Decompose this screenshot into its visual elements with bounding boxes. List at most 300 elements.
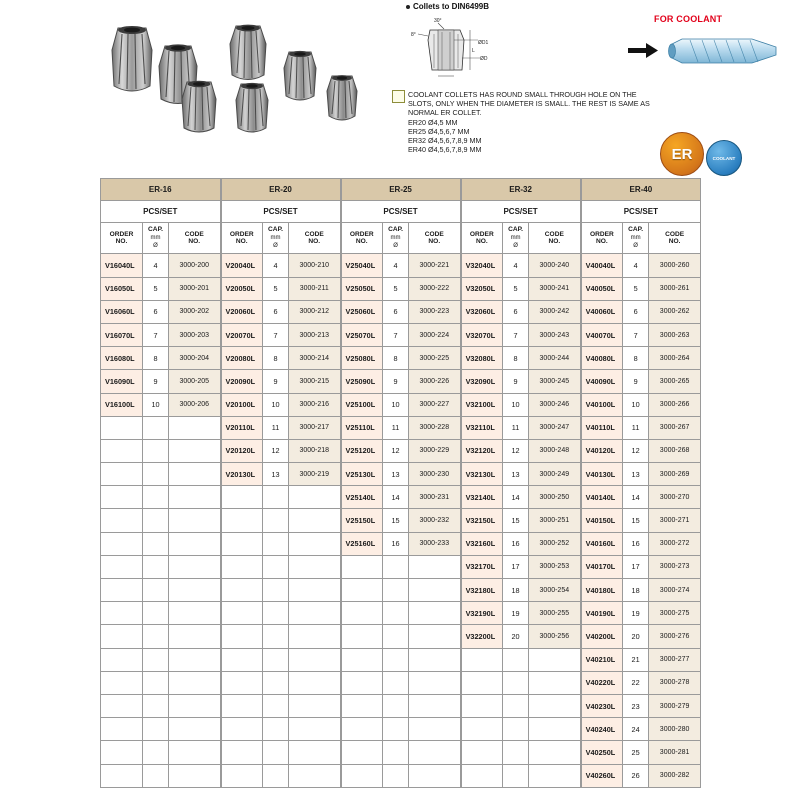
cell-order-no: V40080L — [581, 347, 623, 370]
cell-code-no: 3000-282 — [649, 764, 701, 787]
cell-cap: 19 — [503, 602, 529, 625]
cell-order-no: V32130L — [461, 463, 503, 486]
cell-order-no: V20080L — [221, 347, 263, 370]
cell-order-no: V32200L — [461, 625, 503, 648]
cell-code-no — [289, 648, 341, 671]
cell-code-no: 3000-265 — [649, 370, 701, 393]
cell-code-no: 3000-263 — [649, 323, 701, 346]
cell-cap: 10 — [503, 393, 529, 416]
cell-order-no — [221, 694, 263, 717]
cell-code-no: 3000-230 — [409, 463, 461, 486]
cell-order-no: V32040L — [461, 254, 503, 277]
cell-cap: 17 — [623, 555, 649, 578]
group-header-row — [101, 179, 701, 201]
cell-cap — [263, 718, 289, 741]
cell-code-no — [169, 463, 221, 486]
cell-cap — [383, 555, 409, 578]
cell-order-no — [341, 648, 383, 671]
group-header-er-25: ER-25 — [341, 179, 461, 201]
cell-code-no: 3000-247 — [529, 416, 581, 439]
cell-order-no: V32080L — [461, 347, 503, 370]
cell-code-no: 3000-212 — [289, 300, 341, 323]
cell-cap — [263, 579, 289, 602]
cell-order-no: V40240L — [581, 718, 623, 741]
cell-cap: 18 — [623, 579, 649, 602]
cell-code-no: 3000-216 — [289, 393, 341, 416]
cell-code-no: 3000-217 — [289, 416, 341, 439]
cell-cap: 14 — [623, 486, 649, 509]
cell-code-no — [169, 532, 221, 555]
cell-order-no — [341, 555, 383, 578]
cell-code-no — [169, 625, 221, 648]
cell-order-no: V40040L — [581, 254, 623, 277]
collet-photo — [278, 48, 322, 104]
collet-section-drawing — [408, 14, 503, 82]
cell-order-no — [101, 625, 143, 648]
cell-code-no: 3000-253 — [529, 555, 581, 578]
svg-text:L: L — [472, 48, 475, 54]
cell-code-no — [289, 694, 341, 717]
cell-cap: 10 — [263, 393, 289, 416]
pcs-set-label: PCS/SET — [341, 201, 461, 223]
cell-order-no: V40150L — [581, 509, 623, 532]
table-row — [101, 416, 701, 439]
cell-cap: 4 — [383, 254, 409, 277]
cell-code-no — [169, 486, 221, 509]
cell-order-no: V40090L — [581, 370, 623, 393]
collet-specification-table — [100, 178, 700, 788]
cell-code-no: 3000-274 — [649, 579, 701, 602]
pcs-set-row — [101, 201, 701, 223]
cell-order-no — [461, 741, 503, 764]
header-cap: CAP. mm Ø — [143, 223, 169, 254]
cell-cap: 19 — [623, 602, 649, 625]
cell-code-no — [289, 741, 341, 764]
cell-order-no: V40050L — [581, 277, 623, 300]
cell-cap — [383, 625, 409, 648]
cell-cap: 9 — [503, 370, 529, 393]
cell-cap: 5 — [143, 277, 169, 300]
cell-code-no: 3000-244 — [529, 347, 581, 370]
table-row — [101, 347, 701, 370]
er-badge: ER — [660, 132, 704, 176]
cell-code-no — [289, 718, 341, 741]
cell-order-no: V25140L — [341, 486, 383, 509]
header-order-no: ORDER NO. — [461, 223, 503, 254]
header-cap: CAP. mm Ø — [383, 223, 409, 254]
cell-code-no: 3000-254 — [529, 579, 581, 602]
group-header-er-32: ER-32 — [461, 179, 581, 201]
pcs-set-label: PCS/SET — [461, 201, 581, 223]
cell-order-no: V40110L — [581, 416, 623, 439]
cell-code-no: 3000-243 — [529, 323, 581, 346]
cell-code-no — [409, 671, 461, 694]
spec-line: ER20 Ø4,5 MM — [408, 117, 458, 127]
table-row — [101, 532, 701, 555]
cell-cap: 16 — [383, 532, 409, 555]
cell-order-no — [221, 718, 263, 741]
cell-order-no: V16080L — [101, 347, 143, 370]
group-header-er-20: ER-20 — [221, 179, 341, 201]
cell-order-no — [461, 671, 503, 694]
cell-order-no: V40210L — [581, 648, 623, 671]
cell-order-no: V40220L — [581, 671, 623, 694]
cell-order-no: V25040L — [341, 254, 383, 277]
legend-swatch — [392, 90, 405, 103]
cell-order-no: V25060L — [341, 300, 383, 323]
group-header-er-40: ER-40 — [581, 179, 701, 201]
cell-code-no: 3000-261 — [649, 277, 701, 300]
cell-order-no — [341, 718, 383, 741]
cell-code-no — [169, 718, 221, 741]
cell-cap — [143, 463, 169, 486]
cell-cap — [263, 694, 289, 717]
cell-cap — [263, 625, 289, 648]
cell-code-no — [409, 764, 461, 787]
cell-cap: 10 — [143, 393, 169, 416]
header-order-no: ORDER NO. — [341, 223, 383, 254]
cell-code-no — [169, 602, 221, 625]
cell-order-no: V20050L — [221, 277, 263, 300]
cell-code-no — [289, 602, 341, 625]
cell-order-no: V16100L — [101, 393, 143, 416]
table-row — [101, 277, 701, 300]
cell-cap — [383, 694, 409, 717]
cell-cap: 11 — [503, 416, 529, 439]
cell-cap: 12 — [503, 439, 529, 462]
header-cap: CAP. mm Ø — [623, 223, 649, 254]
cell-cap — [383, 741, 409, 764]
spec-line: ER32 Ø4,5,6,7,8,9 MM — [408, 136, 482, 146]
cell-cap: 12 — [263, 439, 289, 462]
cell-order-no: V25070L — [341, 323, 383, 346]
table-row — [101, 671, 701, 694]
cell-cap — [263, 486, 289, 509]
cell-cap: 8 — [503, 347, 529, 370]
cell-cap: 8 — [623, 347, 649, 370]
cell-order-no: V40100L — [581, 393, 623, 416]
cell-cap — [383, 579, 409, 602]
cell-cap: 5 — [623, 277, 649, 300]
table-row — [101, 486, 701, 509]
cell-cap: 6 — [263, 300, 289, 323]
cell-order-no: V40060L — [581, 300, 623, 323]
cell-code-no: 3000-203 — [169, 323, 221, 346]
cell-code-no: 3000-221 — [409, 254, 461, 277]
cell-order-no: V25110L — [341, 416, 383, 439]
cell-order-no — [101, 509, 143, 532]
cell-code-no — [409, 579, 461, 602]
cell-order-no: V40230L — [581, 694, 623, 717]
cell-code-no: 3000-270 — [649, 486, 701, 509]
cell-order-no: V20120L — [221, 439, 263, 462]
cell-cap — [503, 671, 529, 694]
coolant-collet-drawing — [626, 30, 786, 70]
cell-order-no: V40140L — [581, 486, 623, 509]
cell-code-no — [169, 764, 221, 787]
header-code-no: CODE NO. — [529, 223, 581, 254]
cell-cap: 4 — [143, 254, 169, 277]
cell-cap: 22 — [623, 671, 649, 694]
cell-cap — [503, 648, 529, 671]
arrow-icon — [628, 43, 658, 58]
cell-cap: 5 — [383, 277, 409, 300]
cell-order-no: V25160L — [341, 532, 383, 555]
cell-cap — [383, 602, 409, 625]
cell-order-no: V32140L — [461, 486, 503, 509]
spec-line: ER40 Ø4,5,6,7,8,9 MM — [408, 145, 482, 155]
cell-cap: 20 — [503, 625, 529, 648]
collet-photo — [176, 78, 222, 136]
cell-order-no — [341, 671, 383, 694]
cell-cap: 15 — [383, 509, 409, 532]
cell-cap: 5 — [263, 277, 289, 300]
cell-cap — [143, 625, 169, 648]
cell-cap: 9 — [383, 370, 409, 393]
svg-text:ØD1: ØD1 — [478, 40, 489, 46]
cell-code-no — [169, 671, 221, 694]
cell-code-no: 3000-204 — [169, 347, 221, 370]
cell-code-no: 3000-252 — [529, 532, 581, 555]
column-header-row — [101, 223, 701, 254]
cell-order-no: V32160L — [461, 532, 503, 555]
cell-cap — [383, 764, 409, 787]
cell-code-no — [529, 764, 581, 787]
cell-code-no: 3000-229 — [409, 439, 461, 462]
din-standard-label: Collets to DIN6499B — [406, 2, 489, 11]
header-order-no: ORDER NO. — [221, 223, 263, 254]
cell-cap: 4 — [623, 254, 649, 277]
cell-code-no: 3000-202 — [169, 300, 221, 323]
cell-order-no — [341, 602, 383, 625]
cell-cap: 9 — [623, 370, 649, 393]
cell-order-no — [461, 648, 503, 671]
cell-code-no — [409, 718, 461, 741]
cell-code-no: 3000-273 — [649, 555, 701, 578]
cell-code-no: 3000-269 — [649, 463, 701, 486]
cell-code-no — [529, 671, 581, 694]
cell-order-no: V32060L — [461, 300, 503, 323]
cell-order-no: V20070L — [221, 323, 263, 346]
cell-cap — [143, 694, 169, 717]
cell-code-no: 3000-248 — [529, 439, 581, 462]
cell-order-no: V40160L — [581, 532, 623, 555]
collet-photo — [322, 72, 362, 124]
cell-code-no — [289, 579, 341, 602]
cell-order-no — [221, 741, 263, 764]
cell-cap: 12 — [623, 439, 649, 462]
cell-cap: 5 — [503, 277, 529, 300]
svg-text:30°: 30° — [434, 18, 442, 24]
cell-code-no — [169, 509, 221, 532]
group-header-er-16: ER-16 — [101, 179, 221, 201]
spec-line: ER25 Ø4,5,6,7 MM — [408, 126, 470, 136]
table-row — [101, 648, 701, 671]
cell-code-no: 3000-245 — [529, 370, 581, 393]
cell-code-no: 3000-232 — [409, 509, 461, 532]
cell-code-no — [169, 694, 221, 717]
cell-order-no — [461, 718, 503, 741]
cell-cap: 10 — [623, 393, 649, 416]
cell-cap — [143, 741, 169, 764]
cell-code-no — [289, 509, 341, 532]
cell-order-no — [341, 579, 383, 602]
cell-order-no — [461, 694, 503, 717]
cell-order-no: V20130L — [221, 463, 263, 486]
cell-cap: 23 — [623, 694, 649, 717]
cell-order-no — [101, 579, 143, 602]
header-code-no: CODE NO. — [649, 223, 701, 254]
cell-code-no — [529, 648, 581, 671]
cell-code-no: 3000-213 — [289, 323, 341, 346]
cell-code-no: 3000-276 — [649, 625, 701, 648]
cell-cap — [263, 555, 289, 578]
cell-order-no — [101, 764, 143, 787]
pcs-set-label: PCS/SET — [221, 201, 341, 223]
header-order-no: ORDER NO. — [581, 223, 623, 254]
cell-cap — [263, 741, 289, 764]
cell-cap — [263, 602, 289, 625]
cell-code-no: 3000-278 — [649, 671, 701, 694]
cell-order-no: V20040L — [221, 254, 263, 277]
cell-order-no: V25050L — [341, 277, 383, 300]
cell-cap: 6 — [383, 300, 409, 323]
cell-cap: 13 — [623, 463, 649, 486]
header-illustration-area — [0, 0, 800, 178]
cell-cap: 9 — [143, 370, 169, 393]
cell-order-no — [221, 602, 263, 625]
bullet-icon — [406, 5, 410, 9]
cell-cap — [263, 509, 289, 532]
cell-cap — [143, 718, 169, 741]
cell-cap — [263, 671, 289, 694]
cell-code-no: 3000-211 — [289, 277, 341, 300]
cell-code-no: 3000-268 — [649, 439, 701, 462]
cell-order-no: V32070L — [461, 323, 503, 346]
cell-code-no — [409, 602, 461, 625]
cell-code-no — [289, 486, 341, 509]
cell-code-no: 3000-260 — [649, 254, 701, 277]
cell-cap — [383, 671, 409, 694]
cell-cap — [143, 486, 169, 509]
cell-cap: 7 — [263, 323, 289, 346]
cell-code-no — [409, 625, 461, 648]
cell-code-no: 3000-210 — [289, 254, 341, 277]
cell-code-no — [529, 741, 581, 764]
cell-order-no: V25120L — [341, 439, 383, 462]
header-order-no: ORDER NO. — [101, 223, 143, 254]
cell-order-no — [221, 579, 263, 602]
cell-code-no: 3000-251 — [529, 509, 581, 532]
cell-order-no: V16090L — [101, 370, 143, 393]
cell-code-no: 3000-264 — [649, 347, 701, 370]
cell-order-no: V25150L — [341, 509, 383, 532]
cell-cap: 11 — [623, 416, 649, 439]
cell-code-no — [289, 555, 341, 578]
cell-code-no: 3000-231 — [409, 486, 461, 509]
cell-cap: 8 — [143, 347, 169, 370]
cell-code-no — [169, 416, 221, 439]
spec-table — [100, 178, 701, 788]
cell-order-no: V40070L — [581, 323, 623, 346]
cell-cap: 4 — [263, 254, 289, 277]
cell-code-no — [169, 555, 221, 578]
table-row — [101, 602, 701, 625]
cell-cap: 20 — [623, 625, 649, 648]
cell-order-no: V25090L — [341, 370, 383, 393]
cell-order-no: V40180L — [581, 579, 623, 602]
cell-code-no: 3000-242 — [529, 300, 581, 323]
cell-order-no: V25100L — [341, 393, 383, 416]
cell-order-no — [221, 509, 263, 532]
header-code-no: CODE NO. — [409, 223, 461, 254]
cell-code-no — [409, 648, 461, 671]
cell-order-no — [341, 741, 383, 764]
cell-code-no: 3000-250 — [529, 486, 581, 509]
cell-cap: 15 — [623, 509, 649, 532]
cell-cap: 16 — [503, 532, 529, 555]
cell-cap — [263, 764, 289, 787]
cell-code-no — [169, 648, 221, 671]
cell-order-no: V20060L — [221, 300, 263, 323]
cell-code-no: 3000-223 — [409, 300, 461, 323]
collet-photo — [224, 22, 272, 84]
cell-cap: 24 — [623, 718, 649, 741]
cell-order-no: V32050L — [461, 277, 503, 300]
table-row — [101, 625, 701, 648]
cell-order-no — [101, 555, 143, 578]
for-coolant-title: FOR COOLANT — [654, 14, 723, 24]
cell-cap — [143, 439, 169, 462]
cell-code-no: 3000-201 — [169, 277, 221, 300]
header-cap: CAP. mm Ø — [263, 223, 289, 254]
cell-cap: 6 — [143, 300, 169, 323]
table-row — [101, 393, 701, 416]
cell-code-no: 3000-246 — [529, 393, 581, 416]
cell-code-no: 3000-200 — [169, 254, 221, 277]
cell-order-no — [221, 764, 263, 787]
cell-order-no: V40170L — [581, 555, 623, 578]
cell-order-no — [101, 602, 143, 625]
cell-cap — [263, 648, 289, 671]
cell-order-no: V16070L — [101, 323, 143, 346]
cell-code-no: 3000-215 — [289, 370, 341, 393]
cell-cap — [143, 764, 169, 787]
cell-order-no: V32110L — [461, 416, 503, 439]
pcs-set-label: PCS/SET — [581, 201, 701, 223]
cell-code-no: 3000-275 — [649, 602, 701, 625]
table-row — [101, 555, 701, 578]
table-row — [101, 254, 701, 277]
cell-order-no — [461, 764, 503, 787]
cell-code-no — [409, 555, 461, 578]
cell-cap: 16 — [623, 532, 649, 555]
coolant-badge: COOLANT — [706, 140, 742, 176]
cell-code-no: 3000-266 — [649, 393, 701, 416]
cell-cap: 8 — [263, 347, 289, 370]
cell-code-no: 3000-222 — [409, 277, 461, 300]
cell-cap: 25 — [623, 741, 649, 764]
cell-cap: 18 — [503, 579, 529, 602]
cell-order-no — [101, 671, 143, 694]
cell-order-no: V40120L — [581, 439, 623, 462]
cell-code-no: 3000-267 — [649, 416, 701, 439]
cell-cap — [143, 532, 169, 555]
cell-cap — [263, 532, 289, 555]
cell-cap: 6 — [503, 300, 529, 323]
cell-order-no: V25080L — [341, 347, 383, 370]
cell-cap — [143, 416, 169, 439]
